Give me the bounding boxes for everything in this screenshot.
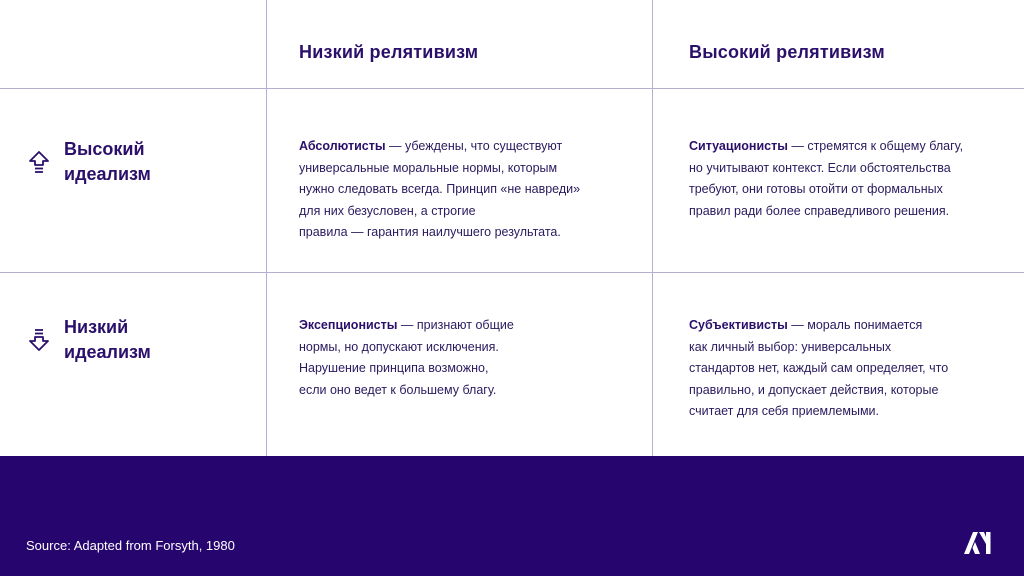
- logo-icon: [964, 532, 996, 554]
- row-label-high-idealism: [28, 137, 151, 187]
- grid-divider-vertical-1: [266, 0, 267, 456]
- cell-exceptionists: [299, 315, 514, 401]
- column-header-high-relativism: Высокий релятивизм: [689, 42, 885, 62]
- column-header-low-relativism: Низкий релятивизм: [299, 42, 479, 62]
- row-label-text: Низкий идеализм: [64, 317, 151, 362]
- grid-divider-horizontal-1: [0, 88, 1024, 89]
- cell-description: — признают общие нормы, но допускают исключения. Нарушение принципа возможно, если оно ведет к большему благу.: [299, 318, 514, 397]
- grid-divider-horizontal-2: [0, 272, 1024, 273]
- row-label-text: Высокий идеализм: [64, 139, 151, 184]
- footer-bar: [0, 456, 1024, 576]
- cell-description: — убеждены, что существуют универсальные моральные нормы, которым нужно следовать всегда. Принцип «не навреди» для них безусловен, а строгие правила — гарантия наилучшего результата.: [299, 139, 581, 239]
- source-caption: Source: Adapted from Forsyth, 1980: [26, 538, 235, 553]
- cell-description: — стремятся к общему благу, но учитывают контекст. Если обстоятельства требуют, они готовы отойти от формальных правил ради более справедливого решения.: [689, 139, 964, 218]
- cell-subjectivists: [689, 315, 948, 423]
- cell-absolutists: [299, 136, 580, 244]
- cell-term: Ситуационисты: [689, 139, 788, 153]
- cell-term: Эксепционисты: [299, 318, 398, 332]
- cell-term: Субъективисты: [689, 318, 788, 332]
- arrow-down-icon: [28, 328, 50, 352]
- cell-situationists: [689, 136, 963, 222]
- cell-term: Абсолютисты: [299, 139, 386, 153]
- row-label-low-idealism: [28, 315, 151, 365]
- arrow-up-icon: [28, 150, 50, 174]
- cell-description: — мораль понимается как личный выбор: универсальных стандартов нет, каждый сам определяет, что правильно, и допускает действия, которые считает для себя приемлемыми.: [689, 318, 949, 418]
- grid-divider-vertical-2: [652, 0, 653, 456]
